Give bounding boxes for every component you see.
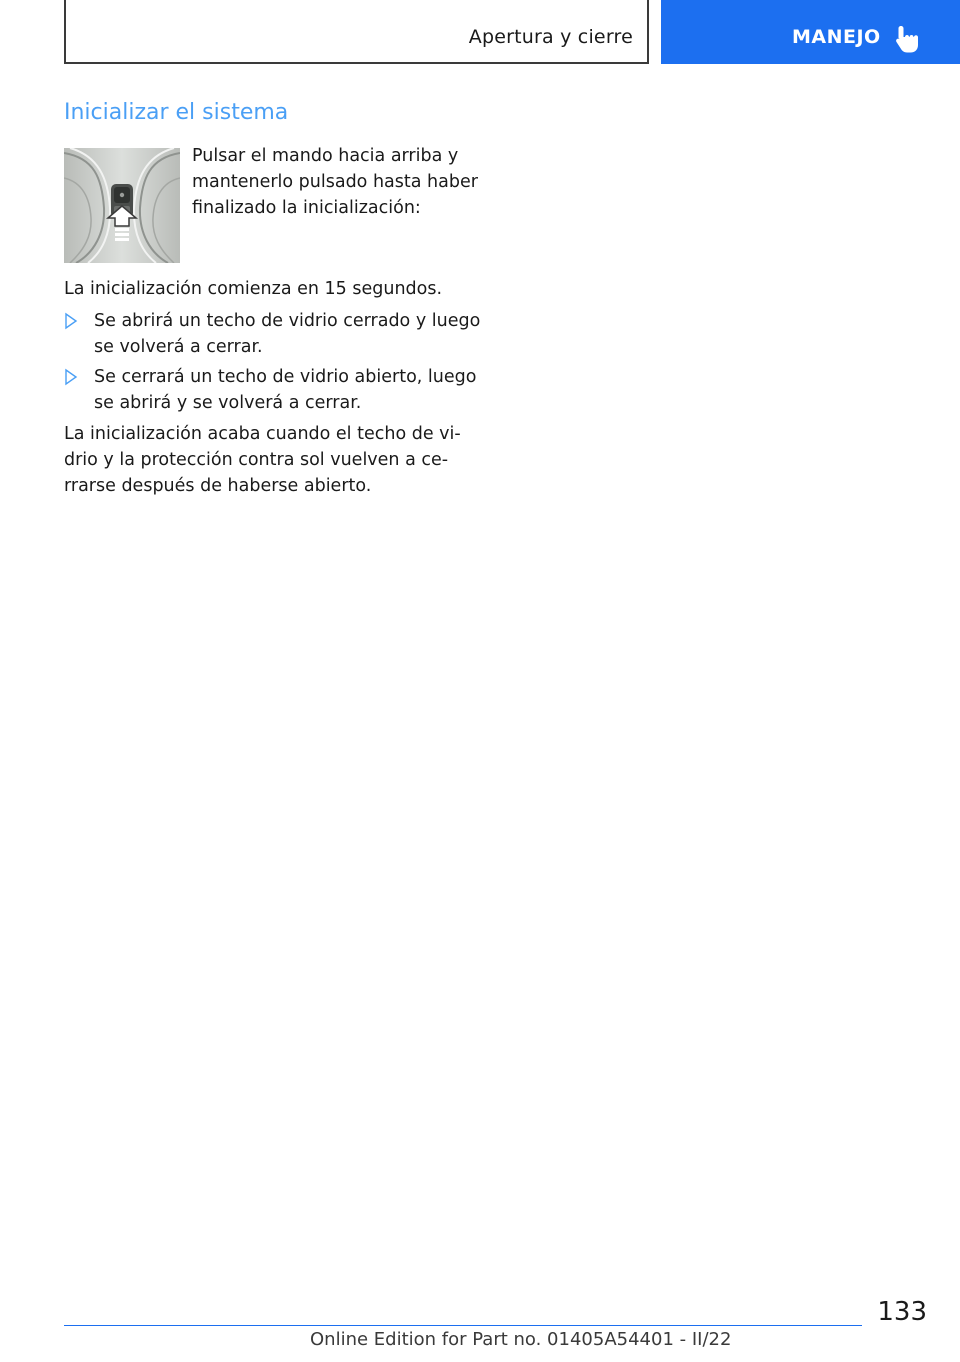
section-title: Inicializar el sistema — [64, 100, 289, 125]
triangle-bullet-icon — [64, 367, 78, 387]
pointing-hand-icon — [893, 24, 921, 54]
footer-divider — [64, 1325, 862, 1326]
paragraph-start-time: La inicialización comienza en 15 segundos. — [64, 279, 443, 299]
list-item-text: Se cerrará un techo de vidrio abierto, luego se abrirá y se volverá a cerrar. — [94, 367, 477, 413]
paragraph-end-condition: La inicialización acaba cuando el techo de vi-drio y la protección contra sol vuelven a ce-rrarse después de haberse abierto. — [64, 424, 461, 496]
footer-edition: Online Edition for Part no. 01405A54401 - II/22 — [310, 1329, 732, 1350]
chapter-tab — [661, 0, 960, 64]
triangle-bullet-icon — [64, 311, 78, 331]
section-name: Apertura y cierre — [468, 26, 633, 48]
roof-switch-illustration — [64, 148, 180, 263]
chapter-name: MANEJO — [792, 26, 881, 48]
header-section-box — [64, 0, 649, 64]
list-item-text: Se abrirá un techo de vidrio cerrado y luego se volverá a cerrar. — [94, 311, 481, 357]
page-number: 133 — [877, 1297, 927, 1327]
intro-paragraph: Pulsar el mando hacia arriba y mantenerlo pulsado hasta haber finalizado la inicialización: — [192, 146, 478, 218]
roof-switch-push-up-illustration — [64, 148, 180, 263]
